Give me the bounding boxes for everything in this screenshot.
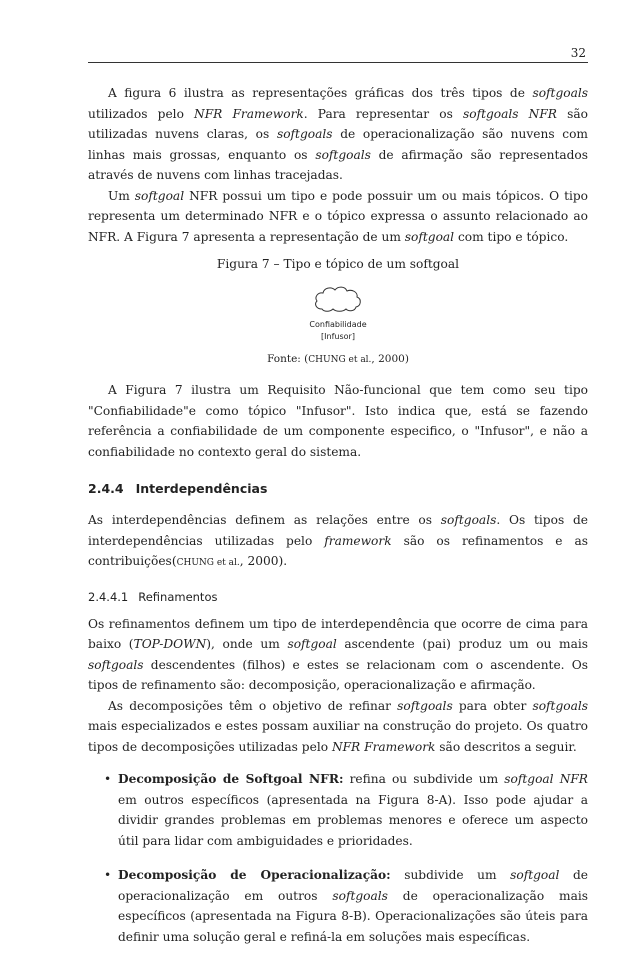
intro-paragraph-2: Um softgoal NFR possui um tipo e pode possuir um ou mais tópicos. O tipo representa um determinado NFR e o tópico expressa o assunto relacionado ao NFR. A Figura 7 apresenta a representação de um softgoal com tipo e tópico. — [88, 188, 589, 244]
subsection-title: Refinamentos — [138, 589, 218, 604]
figure-label-topic: [Infusor] — [321, 332, 355, 341]
bullet-list — [88, 769, 588, 947]
list-item: • Decomposição de Operacionalização: subdivide um softgoal de operacionalização em outros softgoals de operacionalização mais específicos (apresentada na Figura 8-B). Operacionalizações são úteis para definir uma solução geral e refiná-la em soluções mais específicas. — [88, 865, 588, 947]
subsection-paragraph-1: Os refinamentos definem um tipo de interdependência que ocorre de cima para baixo (TOP-DOWN), onde um softgoal ascendente (pai) produz um ou mais softgoals descendentes (filhos) e estes se relacionam com o ascendente. Os tipos de refinamento são: decomposição, operacionalização e afirmação. — [88, 616, 588, 692]
figure-source: Fonte: (CHUNG et al., 2000) — [267, 353, 409, 365]
bullet-icon: • — [104, 772, 112, 786]
page-content — [88, 83, 588, 961]
list-item: • Decomposição de Softgoal NFR: refina ou subdivide um softgoal NFR em outros específicos (apresentada na Figura 8-A). Isso pode ajudar a dividir grandes problemas em problemas menores e oferece um aspecto útil para lidar com ambiguidades e prioridades. — [88, 769, 588, 851]
section-title: Interdependências — [135, 481, 268, 496]
after-figure-paragraph: A Figura 7 ilustra um Requisito Não-funcional que tem como seu tipo "Confiabilidade"e como tópico "Infusor". Isto indica que, está se fazendo referência a confiabilidade de um componente especifico, o "Infusor", e não a confiabilidade no contexto geral do sistema. — [88, 383, 588, 459]
figure-caption: Figura 7 – Tipo e tópico de um softgoal — [216, 257, 460, 271]
intro-paragraph-1: A figura 6 ilustra as representações gráficas dos três tipos de softgoals utilizados pelo NFR Framework. Para representar os softgoals NFR são utilizadas nuvens claras, os softgoals de operacionalização são nuvens com linhas mais grossas, enquanto os softgoals de afirmação são representados através de nuvens com linhas tracejadas. — [88, 86, 589, 182]
bullet-icon: • — [104, 868, 112, 882]
section-heading — [88, 480, 588, 498]
section-paragraph-1: As interdependências definem as relações entre os softgoals. Os tipos de interdependências utilizadas pelo framework são os refinamentos e as contribuições(CHUNG et al., 2000). — [88, 513, 588, 568]
header-rule — [88, 62, 588, 63]
section-number: 2.4.4 — [88, 481, 124, 496]
figure-label-type: Confiabilidade — [309, 320, 367, 329]
subsection-heading — [88, 588, 588, 606]
softgoal-cloud-icon — [312, 283, 364, 315]
page-number: 32 — [570, 46, 586, 60]
subsection-number: 2.4.4.1 — [88, 589, 129, 604]
subsection-paragraph-2: As decomposições têm o objetivo de refinar softgoals para obter softgoals mais especializados e estes possam auxiliar na construção do projeto. Os quatro tipos de decomposições utilizadas pelo NFR Framework são descritos a seguir. — [88, 698, 588, 754]
figure-7 — [88, 255, 588, 368]
